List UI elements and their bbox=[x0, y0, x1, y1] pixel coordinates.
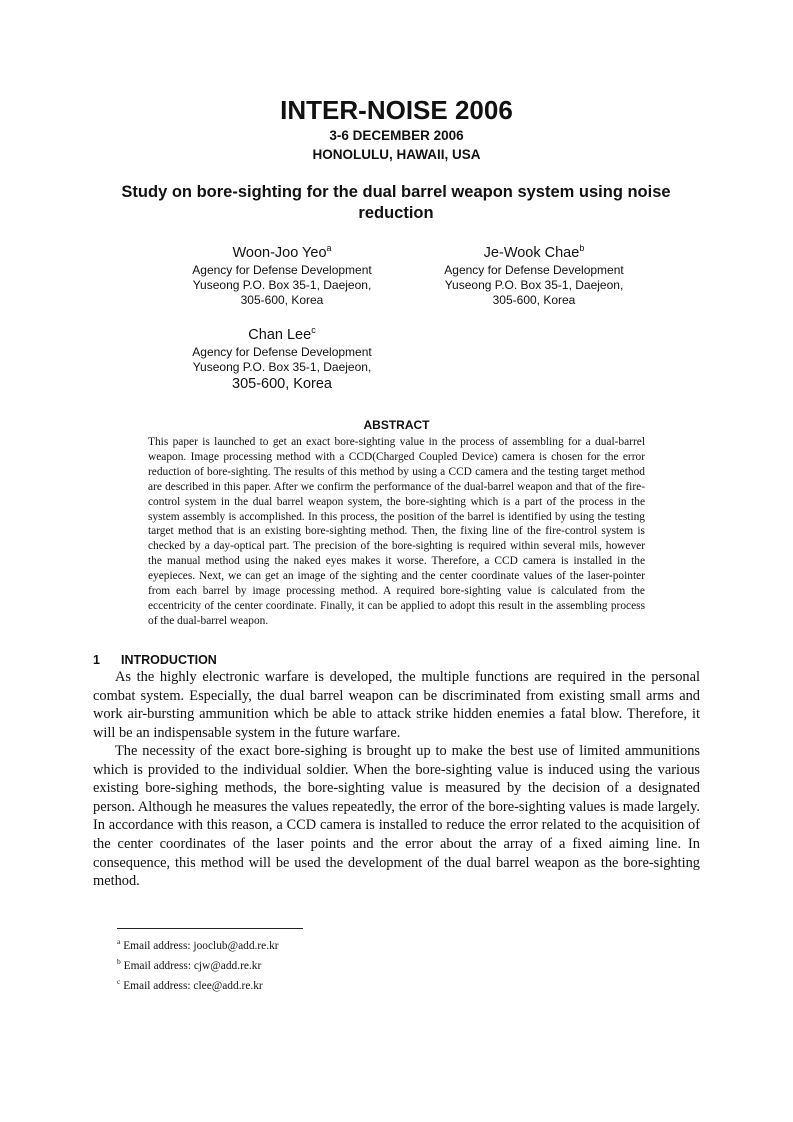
abstract-heading: ABSTRACT bbox=[363, 418, 430, 432]
author-affiliation: Agency for Defense Development bbox=[444, 262, 624, 277]
conference-place: HONOLULU, HAWAII, USA bbox=[312, 147, 481, 162]
conference-dates: 3-6 DECEMBER 2006 bbox=[329, 128, 464, 143]
author-block bbox=[424, 238, 644, 308]
author-postal: 305-600, Korea bbox=[232, 375, 332, 392]
author-postal: 305-600, Korea bbox=[240, 292, 324, 307]
footnote: $^b$ Email address: cjw@add.re.kr bbox=[117, 956, 262, 972]
author-postal: 305-600, Korea bbox=[492, 292, 576, 307]
section-heading bbox=[93, 653, 217, 667]
author-address: Yuseong P.O. Box 35-1, Daejeon, bbox=[192, 359, 372, 374]
footnotes bbox=[117, 934, 279, 993]
section-number: 1 bbox=[93, 653, 100, 667]
author-affiliation: Agency for Defense Development bbox=[192, 344, 372, 359]
conference-title: INTER-NOISE 2006 bbox=[280, 95, 513, 125]
body-paragraph: The necessity of the exact bore-sighing is brought up to make the best use of limited ammunitions which is provided to the individual soldier. When the bore-sighting value is induced using the various existing bore-sighing methods, the bore-sighting value is measured by the decision of a designated person. Although he measures the values repeatedly, the error of the bore-sighting values is made largely. In accordance with this reason, a CCD camera is installed to reduce the error related to the acquisition of the center coordinates of the laser points and the error about the array of a fixed aiming line. In consequence, this method will be used the development of the dual barrel weapon as the bore-sighting method. bbox=[93, 743, 700, 890]
footnote: $^c$ Email address: clee@add.re.kr bbox=[117, 976, 263, 992]
footnote: $^a$ Email address: jooclub@add.re.kr bbox=[117, 937, 279, 952]
author-affiliation: Agency for Defense Development bbox=[192, 262, 372, 277]
author-address: Yuseong P.O. Box 35-1, Daejeon, bbox=[444, 277, 624, 292]
footnote-divider bbox=[117, 928, 303, 929]
author-name: Je-Wook Chae$^b$ bbox=[483, 243, 585, 261]
section-title: INTRODUCTION bbox=[121, 653, 217, 667]
author-name: Woon-Joo Yeo$^a$ bbox=[232, 243, 332, 261]
abstract-body: This paper is launched to get an exact bore-sighting value in the process of assembling for a dual-barrel weapon. Image processing method with a CCD(Charged Coupled Device) camera is chosen for the error reduction of bore-sighting. The results of this method by using a CCD camera and the testing target method are described in this paper. After we confirm the performance of the dual-barrel weapon and that of the fire-control system in the dual barrel weapon system, the bore-sighting which is a part of the process in the system assembly is accomplished. In this process, the position of the barrel is identified by using the testing target method that is an existing bore-sighting method. Then, the fixing line of the fire-control system is checked by a day-optical part. The precision of the bore-sighting is required within several mils, however the manual method using the naked eyes makes it worse. Therefore, a CCD camera is installed in the eyepieces. Next, we can get an image of the sighting and the center coordinate values of the laser-pointer from each barrel by image processing method. A required bore-sighting value is calculated from the eccentricity of the center coordinate. Finally, it can be applied to adopt this result in the assembling process of the dual-barrel weapon. bbox=[148, 436, 645, 627]
author-block bbox=[172, 320, 392, 393]
author-address: Yuseong P.O. Box 35-1, Daejeon, bbox=[192, 277, 372, 292]
paper-title: Study on bore-sighting for the dual barrel weapon system using noise reduction bbox=[121, 183, 671, 222]
body-paragraph: As the highly electronic warfare is developed, the multiple functions are required in the personal combat system. Especially, the dual barrel weapon can be discriminated from existing small arms and work air-bursting ammunition which be able to attack strike hidden enemies a fatal blow. Therefore, it will be an indispensable system in the future warfare. bbox=[93, 669, 700, 741]
author-block bbox=[172, 238, 392, 308]
author-name: Chan Lee$^c$ bbox=[248, 325, 316, 343]
